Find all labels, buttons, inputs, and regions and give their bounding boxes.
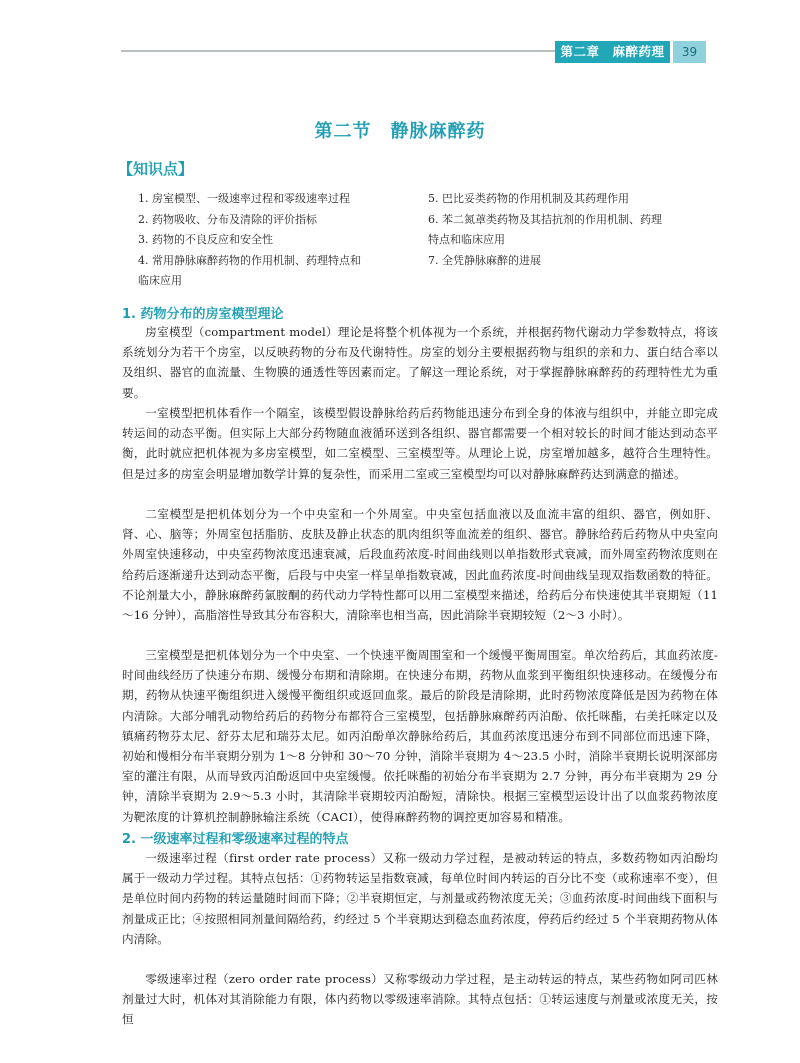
body-paragraph: 房室模型（compartment model）理论是将整个机体视为一个系统，并根据药物代谢动力学参数特点，将该系统划分为若干个房室，以反映药物的分布及代谢特性。房室的划分主要根据药物与组织的亲和力、蛋白结合率以及组织、器官的血流量、生物膜的通透性等因素而定。了解这一理论系统，对于掌握静脉麻醉药的药理特性尤为重要。 bbox=[122, 325, 718, 400]
knowledge-point: 6. 苯二氮䓬类药物及其拮抗剂的作用机制、药理 bbox=[428, 212, 662, 226]
section-heading: 2. 一级速率过程和零级速率过程的特点 bbox=[122, 832, 349, 847]
body-paragraph: 零级速率过程（zero order rate process）又称零级动力学过程，是主动转运的特点，某些药物如阿司匹林剂量过大时，机体对其消除能力有限，体内药物以零级速率消除。其特点包括：①转运速度与剂量或浓度无关，按恒 bbox=[122, 972, 718, 1027]
section-title: 第二节 静脉麻醉药 bbox=[314, 121, 486, 142]
knowledge-point: 4. 常用静脉麻醉药物的作用机制、药理特点和 bbox=[138, 253, 361, 267]
body-paragraph: 一室模型把机体看作一个隔室，该模型假设静脉给药后药物能迅速分布到全身的体液与组织中，并能立即完成转运间的动态平衡。但实际上大部分药物随血液循环送到各组织、器官都需要一个相对较长的时间才能达到动态平衡，此时就应把机体视为多房室模型，如二室模型、三室模型等。从理论上说，房室增加越多，越符合生理特性。但是过多的房室会明显增加数学计算的复杂性，而采用二室或三室模型均可以对静脉麻醉药达到满意的描述。 bbox=[122, 406, 718, 481]
chapter-header: 第二章 麻醉药理 bbox=[555, 41, 670, 63]
knowledge-point: 7. 全凭静脉麻醉的进展 bbox=[428, 253, 541, 267]
knowledge-point: 临床应用 bbox=[138, 274, 182, 287]
knowledge-points-title: 【知识点】 bbox=[118, 160, 194, 178]
knowledge-point: 2. 药物吸收、分布及清除的评价指标 bbox=[138, 212, 317, 226]
page-number: 39 bbox=[673, 41, 706, 63]
header-rule bbox=[121, 50, 555, 52]
body-paragraph: 一级速率过程（first order rate process）又称一级动力学过程，是被动转运的特点，多数药物如丙泊酚均属于一级动力学过程。其特点包括：①药物转运呈指数衰减，每单位时间内转运的百分比不变（或称速率不变），但是单位时间内药物的转运量随时间而下降；②半衰期恒定，与剂量或药物浓度无关；③血药浓度-时间曲线下面积与剂量成正比；④按照相同剂量间隔给药，约经过 5 个半衰期达到稳态血药浓度，停药后约经过 5 个半衰期药物从体内清除。 bbox=[122, 851, 718, 946]
knowledge-point: 5. 巴比妥类药物的作用机制及其药理作用 bbox=[428, 192, 629, 205]
section-heading: 1. 药物分布的房室模型理论 bbox=[122, 307, 284, 322]
knowledge-points-right bbox=[428, 189, 728, 271]
knowledge-point: 1. 房室模型、一级速率过程和零级速率过程 bbox=[138, 192, 350, 205]
body-paragraph: 三室模型是把机体划分为一个中央室、一个快速平衡周围室和一个缓慢平衡周围室。单次给药后，其血药浓度-时间曲线经历了快速分布期、缓慢分布期和清除期。在快速分布期，药物从血浆到平衡组织快速移动。在缓慢分布期，药物从快速平衡组织进入缓慢平衡组织或返回血浆。最后的阶段是清除期，此时药物浓度降低是因为药物在体内清除。大部分哺乳动物给药后的药物分布都符合三室模型，包括静脉麻醉药丙泊酚、依托咪酯，右美托咪定以及镇痛药物芬太尼、舒芬太尼和瑞芬太尼。如丙泊酚单次静脉给药后，其血药浓度迅速分布到不同部位而迅速下降，初始和慢相分布半衰期分别为 1～8 分钟和 30～70 分钟，消除半衰期为 4～23.5 小时，消除半衰期长说明深部房室的灌注有限，从而导致丙泊酚返回中央室缓慢。依托咪酯的初始分布半衰期为 2.7 分钟，再分布半衰期为 29 分钟，清除半衰期为 2.9～5.3 小时，其清除半衰期较丙泊酚短，清除快。根据三室模型运设计出了以血浆药物浓度为靶浓度的计算机控制静脉输注系统（CACI），使得麻醉药物的调控更加容易和精准。 bbox=[122, 648, 718, 824]
knowledge-points-left bbox=[138, 189, 408, 292]
body-paragraph: 二室模型是把机体划分为一个中央室和一个外周室。中央室包括血液以及血流丰富的组织、器官，例如肝、肾、心、脑等；外周室包括脂肪、皮肤及静止状态的肌肉组织等血流差的组织、器官。静脉给药后药物从中央室向外周室快速移动，中央室药物浓度迅速衰减，后段血药浓度-时间曲线则以单指数形式衰减，而外周室药物浓度则在给药后逐渐递升达到动态平衡，后段与中央室一样呈单指数衰减，因此血药浓度-时间曲线呈现双指数函数的特征。不论剂量大小，静脉麻醉药氯胺酮的药代动力学特性都可以用二室模型来描述，给药后分布快速使其半衰期短（11～16 分钟），高脂溶性导致其分布容积大，清除率也相当高，因此消除半衰期较短（2～3 小时）。 bbox=[122, 507, 718, 623]
knowledge-point: 3. 药物的不良反应和安全性 bbox=[138, 233, 273, 246]
knowledge-point: 特点和临床应用 bbox=[428, 233, 505, 246]
